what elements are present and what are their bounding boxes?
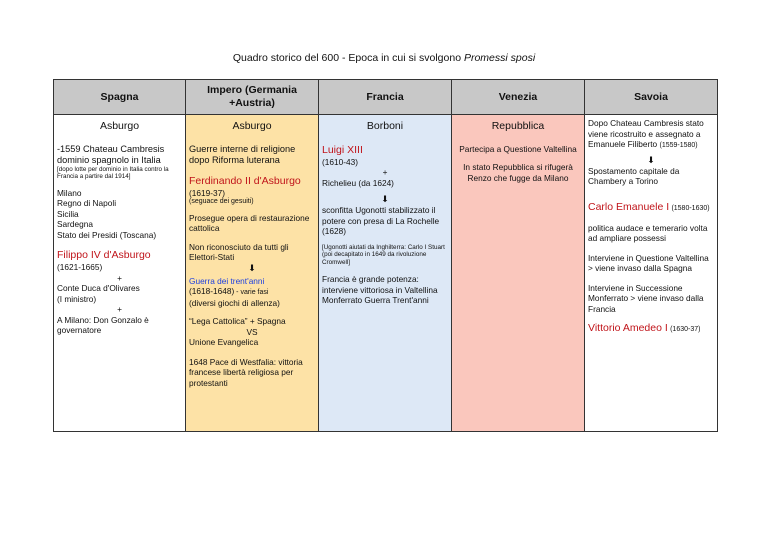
col-header-francia: Francia	[319, 80, 452, 115]
col-header-savoia: Savoia	[585, 80, 718, 115]
impero-not-recognized: Non riconosciuto da tutti gli Elettori-Stati	[189, 241, 289, 262]
spagna-territories	[57, 188, 182, 241]
impero-league: “Lega Cattolica” + Spagna	[189, 316, 286, 326]
col-header-venezia: Venezia	[452, 80, 585, 115]
francia-dynasty: Borboni	[366, 120, 404, 132]
savoia-duke1-line	[588, 139, 714, 151]
francia-king: Luigi XIII	[322, 143, 363, 156]
territory-item: Stato dei Presidi (Toscana)	[57, 229, 157, 240]
spagna-minister-role: (I ministro)	[57, 293, 97, 304]
savoia-capital: Spostamento capitale da Chambery a Torino	[588, 165, 680, 186]
venezia-valtellina: Partecipa a Questione Valtellina	[459, 143, 577, 154]
savoia-duke2-line	[588, 201, 714, 214]
savoia-politics: politica audace e temerario volta ad ampliare possessi	[588, 222, 708, 243]
cell-venezia	[452, 115, 585, 432]
header-row	[54, 80, 718, 115]
territory-item: Milano	[57, 187, 82, 198]
impero-dynasty: Asburgo	[232, 120, 272, 132]
title-italic: Promessi sposi	[463, 52, 536, 64]
cell-francia	[319, 115, 452, 432]
spagna-king-years: (1621-1665)	[57, 262, 103, 272]
spagna-governor: A Milano: Don Gonzalo è governatore	[57, 314, 149, 335]
francia-richelieu: Richelieu (da 1624)	[322, 177, 394, 188]
arrow-down-icon: ⬇	[647, 154, 655, 165]
spagna-king: Filippo IV d'Asburgo	[57, 249, 151, 261]
impero-peace: 1648 Pace di Westfalia: vittoria francese libertà religiosa per protestanti	[189, 356, 303, 388]
spagna-plus-2: +	[117, 304, 122, 314]
impero-emperor: Ferdinando II d'Asburgo	[189, 174, 301, 187]
col-header-spagna: Spagna	[54, 80, 186, 115]
savoia-duke3-line	[588, 322, 714, 335]
cell-savoia	[585, 115, 718, 432]
francia-king-years: (1610-43)	[322, 156, 358, 167]
francia-plus: +	[382, 167, 388, 177]
savoia-monferrato: Interviene in Successione Monferrato > viene invaso dalla Francia	[588, 282, 704, 314]
impero-emperor-note: (seguace dei gesuiti)	[189, 198, 254, 205]
savoia-valtellina: Interviene in Questione Valtellina > viene invaso dalla Spagna	[588, 252, 709, 273]
savoia-duke2: Carlo Emanuele I	[588, 200, 670, 213]
impero-war-years: (1618-1648)	[189, 286, 235, 296]
spagna-line1: -1559 Chateau Cambresis dominio spagnolo in Italia	[57, 143, 165, 165]
history-table	[53, 79, 718, 432]
impero-war-alliances: (diversi giochi di allenza)	[189, 297, 280, 308]
savoia-duke3-years: (1630-37)	[670, 326, 701, 333]
impero-restoration: Prosegue opera di restaurazione cattolica	[189, 212, 310, 233]
savoia-duke2-years: (1580-1630)	[671, 204, 710, 212]
savoia-line1: Dopo Chateau Cambresis stato viene ricostruito e assegnato a	[588, 118, 704, 139]
impero-vs: VS	[246, 326, 258, 337]
venezia-form: Repubblica	[491, 120, 545, 132]
spagna-minister: Conte Duca d'Olivares	[57, 283, 140, 293]
arrow-down-icon: ⬇	[248, 262, 256, 273]
savoia-duke3: Vittorio Amedeo I	[588, 322, 668, 334]
territory-item: Sicilia	[57, 208, 79, 219]
impero-emperor-years: (1619-37)	[189, 187, 225, 198]
content-row	[54, 115, 718, 432]
spagna-plus-1: +	[117, 272, 122, 283]
impero-war-phases: - varie fasi	[234, 289, 269, 296]
col-header-impero: Impero (Germania +Austria)	[186, 80, 319, 115]
savoia-duke1: Emanuele Filiberto	[588, 139, 658, 149]
francia-huguenots: sconfitta Ugonotti stabilizzato il potere con presa di La Rochelle (1628)	[322, 205, 440, 236]
territory-item: Regno di Napoli	[57, 198, 117, 208]
cell-spagna	[54, 115, 186, 432]
venezia-renzo: In stato Repubblica si rifugerà Renzo che fugge da Milano	[463, 162, 573, 183]
francia-england-note: [Ugonotti aiutati da Inghilterra: Carlo I Stuart (poi decapitato in 1649 da rivoluzione Cromwell]	[322, 243, 445, 266]
spagna-note: [dopo lotte per dominio in Italia contro la Francia a partire dal 1914]	[57, 165, 169, 180]
savoia-duke1-years: (1559-1580)	[659, 142, 698, 149]
territory-item: Sardegna	[57, 219, 93, 229]
impero-union: Unione Evangelica	[189, 337, 259, 347]
arrow-down-icon: ⬇	[381, 194, 389, 204]
title-prefix: Quadro storico del 600 - Epoca in cui si svolgono	[232, 52, 464, 64]
impero-line1: Guerre interne di religione dopo Riforma luterana	[189, 143, 296, 165]
cell-impero	[186, 115, 319, 432]
page-title	[0, 52, 768, 64]
impero-war-name: Guerra dei trent'anni	[189, 275, 265, 286]
francia-power: Francia è grande potenza: interviene vittoriosa in Valtellina Monferrato Guerra Trent'anni	[322, 274, 438, 305]
impero-war-years-line	[189, 286, 315, 298]
spagna-dynasty: Asburgo	[99, 120, 140, 132]
